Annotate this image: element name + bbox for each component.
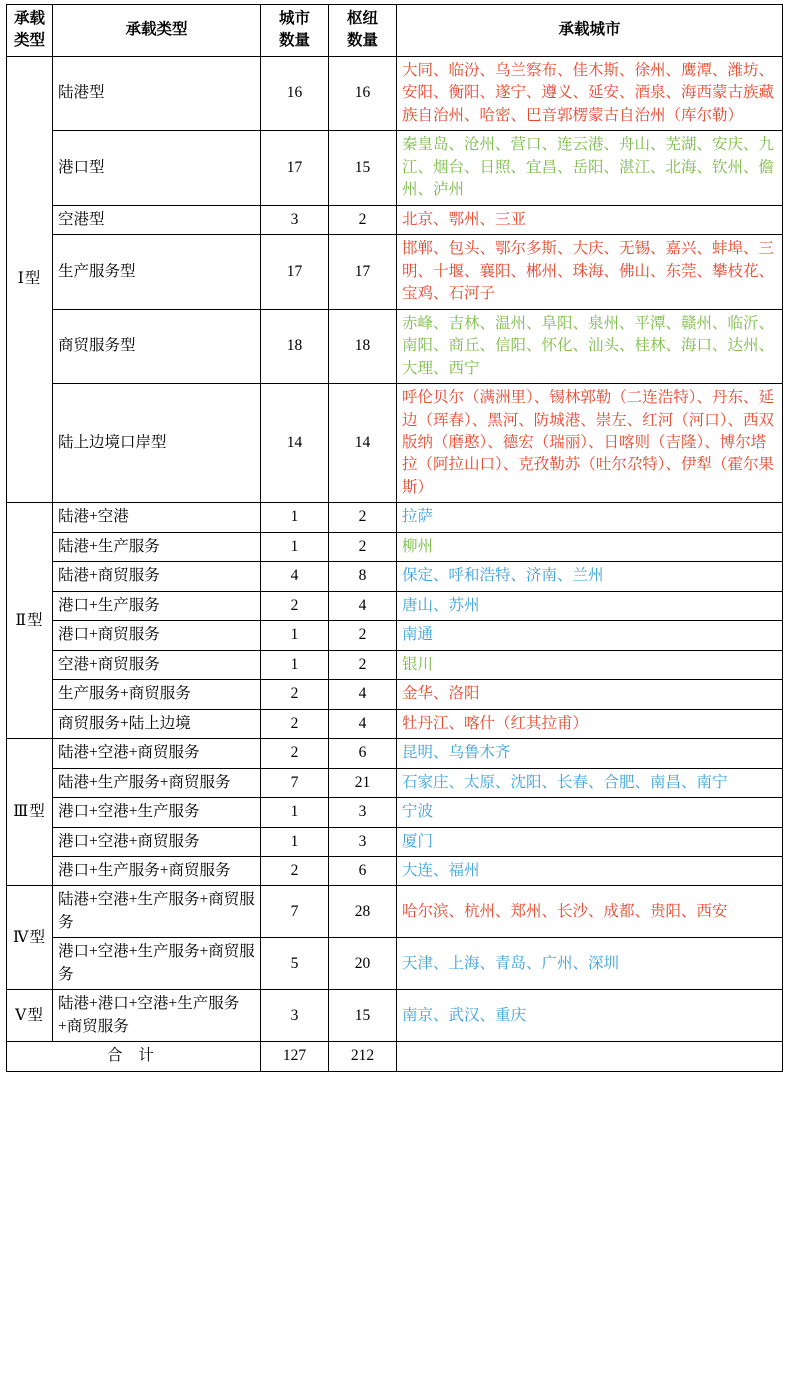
table-body <box>7 56 783 1071</box>
city-count-cell: 1 <box>261 827 329 856</box>
city-count-cell: 14 <box>261 384 329 503</box>
hub-count-cell: 2 <box>329 503 397 532</box>
type-group-cell: Ⅰ型 <box>7 56 53 502</box>
carrier-type-name: 陆港+空港+商贸服务 <box>53 739 261 768</box>
table-row <box>7 990 783 1042</box>
city-count-cell: 2 <box>261 591 329 620</box>
city-list-cell: 柳州 <box>397 532 783 561</box>
total-row <box>7 1042 783 1071</box>
city-count-cell: 2 <box>261 739 329 768</box>
carrier-type-name: 陆港+生产服务 <box>53 532 261 561</box>
hub-count-cell: 16 <box>329 56 397 130</box>
table-row <box>7 205 783 234</box>
carrier-type-name: 陆港+空港+生产服务+商贸服务 <box>53 886 261 938</box>
header-label-hub-line2: 数量 <box>346 32 378 50</box>
table-row <box>7 131 783 205</box>
type-group-cell: Ⅲ型 <box>7 739 53 886</box>
city-count-cell: 3 <box>261 205 329 234</box>
hub-count-cell: 18 <box>329 309 397 383</box>
carrier-type-name: 生产服务型 <box>53 235 261 309</box>
city-list-cell: 南京、武汉、重庆 <box>397 990 783 1042</box>
table-row <box>7 709 783 738</box>
table-row <box>7 532 783 561</box>
table-header <box>7 5 783 57</box>
carrier-type-name: 陆港+生产服务+商贸服务 <box>53 768 261 797</box>
header-label-type-group-line2: 类型 <box>13 32 45 50</box>
total-city-count-cell: 127 <box>261 1042 329 1071</box>
header-cell-city-count <box>261 5 329 57</box>
table-row <box>7 56 783 130</box>
hub-count-cell: 6 <box>329 739 397 768</box>
hub-count-cell: 4 <box>329 680 397 709</box>
city-count-cell: 17 <box>261 131 329 205</box>
city-list-cell: 拉萨 <box>397 503 783 532</box>
table-row <box>7 562 783 591</box>
city-list-cell: 银川 <box>397 650 783 679</box>
table-row <box>7 650 783 679</box>
table-row <box>7 938 783 990</box>
carrier-type-table <box>6 4 783 1072</box>
table-row <box>7 621 783 650</box>
city-count-cell: 1 <box>261 503 329 532</box>
carrier-type-name: 陆港+商贸服务 <box>53 562 261 591</box>
hub-count-cell: 14 <box>329 384 397 503</box>
city-list-cell: 哈尔滨、杭州、郑州、长沙、成都、贵阳、西安 <box>397 886 783 938</box>
city-list-cell: 唐山、苏州 <box>397 591 783 620</box>
header-label-city-line2: 数量 <box>278 32 310 50</box>
table-row <box>7 768 783 797</box>
type-group-cell: Ⅴ型 <box>7 990 53 1042</box>
type-group-cell: Ⅳ型 <box>7 886 53 990</box>
carrier-type-name: 港口+生产服务+商贸服务 <box>53 857 261 886</box>
city-list-cell: 大连、福州 <box>397 857 783 886</box>
carrier-type-name: 空港型 <box>53 205 261 234</box>
carrier-type-name: 空港+商贸服务 <box>53 650 261 679</box>
hub-count-cell: 2 <box>329 621 397 650</box>
carrier-type-name: 商贸服务型 <box>53 309 261 383</box>
city-list-cell: 赤峰、吉林、温州、阜阳、泉州、平潭、赣州、临沂、南阳、商丘、信阳、怀化、汕头、桂林、海口、达州、大理、西宁 <box>397 309 783 383</box>
city-count-cell: 3 <box>261 990 329 1042</box>
hub-count-cell: 2 <box>329 532 397 561</box>
header-cell-cities: 承载城市 <box>397 5 783 57</box>
hub-count-cell: 3 <box>329 798 397 827</box>
header-label-hub-line1: 枢纽 <box>346 10 378 27</box>
hub-count-cell: 15 <box>329 990 397 1042</box>
carrier-type-name: 陆港+港口+空港+生产服务+商贸服务 <box>53 990 261 1042</box>
city-count-cell: 7 <box>261 886 329 938</box>
header-cell-type-group <box>7 5 53 57</box>
city-count-cell: 7 <box>261 768 329 797</box>
header-label-city-line1: 城市 <box>278 10 310 27</box>
city-list-cell: 邯郸、包头、鄂尔多斯、大庆、无锡、嘉兴、蚌埠、三明、十堰、襄阳、郴州、珠海、佛山、东莞、攀枝花、宝鸡、石河子 <box>397 235 783 309</box>
city-count-cell: 2 <box>261 680 329 709</box>
city-list-cell: 牡丹江、喀什（红其拉甫） <box>397 709 783 738</box>
carrier-type-name: 陆上边境口岸型 <box>53 384 261 503</box>
carrier-type-name: 陆港+空港 <box>53 503 261 532</box>
city-list-cell: 保定、呼和浩特、济南、兰州 <box>397 562 783 591</box>
carrier-type-name: 港口+生产服务 <box>53 591 261 620</box>
city-count-cell: 16 <box>261 56 329 130</box>
table-row <box>7 798 783 827</box>
city-count-cell: 1 <box>261 532 329 561</box>
header-cell-hub-count <box>329 5 397 57</box>
table-row <box>7 886 783 938</box>
hub-count-cell: 3 <box>329 827 397 856</box>
city-count-cell: 5 <box>261 938 329 990</box>
table-row <box>7 857 783 886</box>
type-group-cell: Ⅱ型 <box>7 503 53 739</box>
hub-count-cell: 20 <box>329 938 397 990</box>
carrier-type-name: 港口型 <box>53 131 261 205</box>
table-row <box>7 827 783 856</box>
city-list-cell: 天津、上海、青岛、广州、深圳 <box>397 938 783 990</box>
city-count-cell: 18 <box>261 309 329 383</box>
hub-count-cell: 8 <box>329 562 397 591</box>
hub-count-cell: 2 <box>329 205 397 234</box>
city-count-cell: 1 <box>261 650 329 679</box>
hub-count-cell: 28 <box>329 886 397 938</box>
carrier-type-name: 陆港型 <box>53 56 261 130</box>
header-label-type-group-line1: 承载 <box>13 10 45 27</box>
table-row <box>7 309 783 383</box>
hub-count-cell: 15 <box>329 131 397 205</box>
header-cell-type: 承载类型 <box>53 5 261 57</box>
city-list-cell: 厦门 <box>397 827 783 856</box>
hub-count-cell: 21 <box>329 768 397 797</box>
city-list-cell: 石家庄、太原、沈阳、长春、合肥、南昌、南宁 <box>397 768 783 797</box>
city-list-cell: 秦皇岛、沧州、营口、连云港、舟山、芜湖、安庆、九江、烟台、日照、宜昌、岳阳、湛江、北海、钦州、儋州、泸州 <box>397 131 783 205</box>
city-count-cell: 1 <box>261 621 329 650</box>
carrier-type-name: 港口+空港+商贸服务 <box>53 827 261 856</box>
hub-count-cell: 4 <box>329 591 397 620</box>
city-list-cell: 金华、洛阳 <box>397 680 783 709</box>
total-label-cell: 合 计 <box>7 1042 261 1071</box>
city-list-cell: 呼伦贝尔（满洲里）、锡林郭勒（二连浩特）、丹东、延边（珲春）、黑河、防城港、崇左、红河（河口）、西双版纳（磨憨）、德宏（瑞丽）、日喀则（吉隆）、博尔塔拉（阿拉山口）、克孜勒苏（吐尔尕特）、伊犁（霍尔果斯） <box>397 384 783 503</box>
hub-count-cell: 6 <box>329 857 397 886</box>
table-row <box>7 591 783 620</box>
carrier-type-name: 生产服务+商贸服务 <box>53 680 261 709</box>
hub-count-cell: 2 <box>329 650 397 679</box>
city-count-cell: 2 <box>261 709 329 738</box>
carrier-type-name: 港口+商贸服务 <box>53 621 261 650</box>
city-count-cell: 17 <box>261 235 329 309</box>
city-count-cell: 2 <box>261 857 329 886</box>
table-row <box>7 384 783 503</box>
city-list-cell: 北京、鄂州、三亚 <box>397 205 783 234</box>
table-row <box>7 680 783 709</box>
carrier-type-name: 港口+空港+生产服务+商贸服务 <box>53 938 261 990</box>
table-row <box>7 503 783 532</box>
carrier-type-name: 港口+空港+生产服务 <box>53 798 261 827</box>
carrier-type-name: 商贸服务+陆上边境 <box>53 709 261 738</box>
city-list-cell: 南通 <box>397 621 783 650</box>
table-row <box>7 235 783 309</box>
city-list-cell: 宁波 <box>397 798 783 827</box>
hub-count-cell: 17 <box>329 235 397 309</box>
table-row <box>7 739 783 768</box>
city-list-cell: 大同、临汾、乌兰察布、佳木斯、徐州、鹰潭、潍坊、安阳、衡阳、遂宁、遵义、延安、酒泉、海西蒙古族藏族自治州、哈密、巴音郭楞蒙古自治州（库尔勒） <box>397 56 783 130</box>
city-list-cell: 昆明、乌鲁木齐 <box>397 739 783 768</box>
header-row <box>7 5 783 57</box>
total-empty-cell <box>397 1042 783 1071</box>
city-count-cell: 1 <box>261 798 329 827</box>
total-hub-count-cell: 212 <box>329 1042 397 1071</box>
city-count-cell: 4 <box>261 562 329 591</box>
hub-count-cell: 4 <box>329 709 397 738</box>
